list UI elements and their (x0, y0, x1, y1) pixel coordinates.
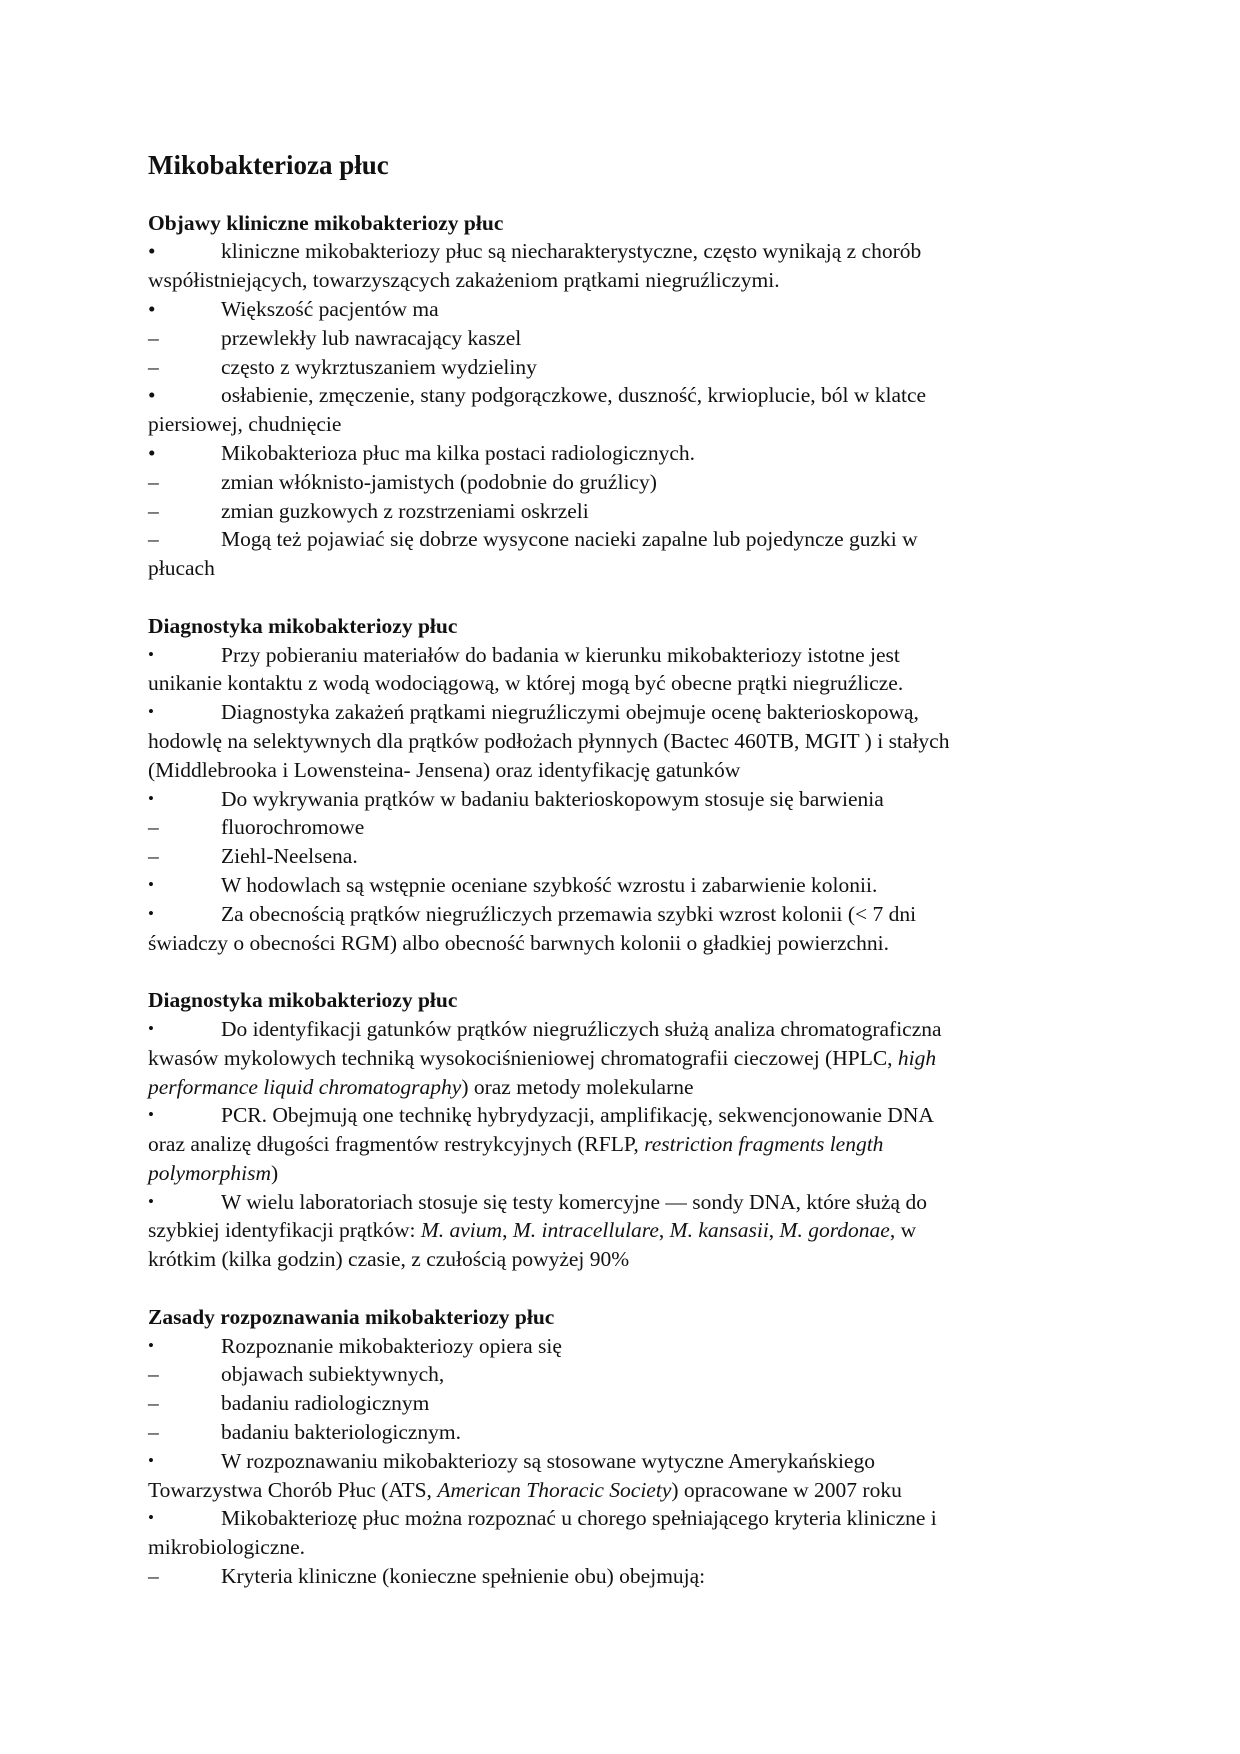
dash-item (148, 468, 1108, 497)
bullet-item (148, 295, 1108, 324)
line-text (221, 813, 364, 842)
dash-item (148, 497, 1108, 526)
bullet-item (148, 381, 1108, 410)
section-heading: Diagnostyka mikobakteriozy płuc (148, 988, 458, 1013)
italic-text: restriction fragments length (644, 1132, 884, 1157)
continuation-line (148, 929, 1108, 958)
dash-marker: – (148, 815, 159, 840)
dash-marker: – (148, 498, 159, 523)
line-text (221, 468, 657, 497)
bullet-marker: • (148, 1508, 154, 1528)
bullet-item (148, 1447, 1108, 1476)
line-text (221, 1360, 444, 1389)
dash-item (148, 1360, 1108, 1389)
dash-marker: – (148, 325, 159, 350)
italic-text: high (897, 1045, 937, 1070)
line-text (148, 758, 740, 782)
italic-text: performance liquid chromatography (148, 1074, 462, 1099)
text-run: Mikobakteriozę płuc można rozpoznać u chorego spełniającego kryteria kliniczne i (221, 1506, 937, 1531)
text-run: Mogą też pojawiać się dobrze wysycone nacieki zapalne lub pojedyncze guzki w (221, 527, 918, 552)
line-text (148, 671, 903, 695)
sections (148, 209, 1108, 1591)
bullet-item (148, 641, 1108, 670)
text-run: Ziehl-Neelsena. (221, 844, 358, 869)
bullet-item (148, 900, 1108, 929)
line-text (221, 1332, 562, 1361)
dash-item (148, 842, 1108, 871)
section-heading: Zasady rozpoznawania mikobakteriozy płuc (148, 1304, 555, 1329)
bullet-item (148, 1332, 1108, 1361)
text-run: fluorochromowe (221, 815, 365, 840)
continuation-line (148, 1073, 1108, 1102)
bullet-marker: • (148, 788, 154, 808)
continuation-line (148, 1533, 1108, 1562)
text-run: Do wykrywania prątków w badaniu bakterioskopowym stosuje się barwienia (221, 786, 884, 811)
line-text (221, 641, 900, 670)
continuation-line (148, 727, 1108, 756)
text-run: kliniczne mikobakteriozy płuc są niecharakterystyczne, często wynikają z chorób (221, 239, 922, 264)
bullet-marker: • (148, 296, 156, 321)
text-run: PCR. Obejmują one technikę hybrydyzacji, amplifikację, sekwencjonowanie DNA (221, 1103, 934, 1128)
continuation-line (148, 1130, 1108, 1159)
dash-marker: – (148, 844, 159, 869)
text-run: przewlekły lub nawracający kaszel (221, 325, 522, 350)
dash-item (148, 1418, 1108, 1447)
line-text (221, 900, 916, 929)
line-text (221, 1504, 937, 1533)
bullet-marker: • (148, 1335, 154, 1355)
section (148, 209, 1108, 612)
line-text (221, 1389, 429, 1418)
text-run: krótkim (kilka godzin) czasie, z czułością powyżej 90% (148, 1247, 630, 1272)
text-run: W rozpoznawaniu mikobakteriozy są stosowane wytyczne Amerykańskiego (221, 1448, 875, 1473)
continuation-line (148, 554, 1108, 583)
dash-marker: – (148, 469, 159, 494)
line-text (148, 268, 780, 292)
bullet-marker: • (148, 239, 156, 264)
section (148, 612, 1108, 986)
blank-line (148, 957, 1108, 986)
line-text (148, 412, 341, 436)
line-text (221, 324, 521, 353)
line-text (221, 295, 439, 324)
dash-item (148, 813, 1108, 842)
line-text (148, 729, 949, 753)
bullet-item (148, 1188, 1108, 1217)
section (148, 1303, 1108, 1591)
line-text (148, 1478, 902, 1502)
continuation-line (148, 410, 1108, 439)
line-text (148, 1075, 694, 1099)
text-run: Kryteria kliniczne (konieczne spełnienie obu) obejmują: (221, 1564, 706, 1589)
text-run: Towarzystwa Chorób Płuc (ATS, (148, 1477, 438, 1502)
line-text (148, 1132, 883, 1156)
text-run: osłabienie, zmęczenie, stany podgorączkowe, duszność, krwioplucie, ból w klatce (221, 383, 927, 408)
continuation-line (148, 1044, 1108, 1073)
line-text (221, 497, 589, 526)
text-run: współistniejących, towarzyszących zakażeniom prątkami niegruźliczymi. (148, 268, 780, 293)
bullet-item (148, 237, 1108, 266)
continuation-line (148, 266, 1108, 295)
bullet-marker: • (148, 1105, 154, 1125)
text-run: ) oraz metody molekularne (461, 1074, 694, 1099)
text-run: płucach (148, 556, 215, 581)
text-run: świadczy o obecności RGM) albo obecność barwnych kolonii o gładkiej powierzchni. (148, 930, 889, 955)
italic-text: M. gordonae (779, 1218, 890, 1243)
line-text (148, 1161, 278, 1185)
dash-marker: – (148, 1362, 159, 1387)
blank-line (148, 180, 1108, 209)
text-run: Większość pacjentów ma (221, 296, 439, 321)
text-run: Rozpoznanie mikobakteriozy opiera się (221, 1333, 562, 1358)
bullet-item (148, 1504, 1108, 1533)
text-run: Za obecnością prątków niegruźliczych przemawia szybki wzrost kolonii (< 7 dni (221, 901, 917, 926)
line-text (148, 556, 215, 580)
section-heading: Objawy kliniczne mikobakteriozy płuc (148, 210, 504, 235)
dash-marker: – (148, 1391, 159, 1416)
text-run: kwasów mykolowych techniką wysokociśnieniowej chromatografii cieczowej (HPLC, (148, 1045, 898, 1070)
text-run: hodowlę na selektywnych dla prątków podłożach płynnych (Bactec 460TB, MGIT ) i stałych (148, 728, 950, 753)
continuation-line (148, 1216, 1108, 1245)
line-text (148, 931, 889, 955)
line-text (221, 439, 695, 468)
line-text (221, 698, 919, 727)
text-run: piersiowej, chudnięcie (148, 412, 342, 437)
dash-marker: – (148, 527, 159, 552)
text-run: Do identyfikacji gatunków prątków niegruźliczych służą analiza chromatograficzna (221, 1016, 942, 1041)
continuation-line (148, 1245, 1108, 1274)
bullet-marker: • (148, 903, 154, 923)
document-page (148, 151, 1108, 1591)
text-run: unikanie kontaktu z wodą wodociągową, w której mogą być obecne prątki niegruźlicze. (148, 671, 904, 696)
dash-item (148, 525, 1108, 554)
italic-text: American Thoracic Society (437, 1477, 672, 1502)
text-run: (Middlebrooka i Lowensteina- Jensena) oraz identyfikację gatunków (148, 757, 741, 782)
text-run: badaniu radiologicznym (221, 1391, 430, 1416)
line-text (148, 1535, 305, 1559)
dash-item (148, 1562, 1108, 1591)
line-text (148, 1247, 629, 1271)
text-run: , (768, 1218, 780, 1243)
bullet-item (148, 785, 1108, 814)
dash-item (148, 353, 1108, 382)
bullet-item (148, 1015, 1108, 1044)
text-run: , (502, 1218, 513, 1243)
bullet-marker: • (148, 644, 154, 664)
text-run: oraz analizę długości fragmentów restrykcyjnych (RFLP, (148, 1132, 645, 1157)
text-run: Diagnostyka zakażeń prątkami niegruźliczymi obejmuje ocenę bakterioskopową, (221, 700, 919, 725)
dash-item (148, 1389, 1108, 1418)
continuation-line (148, 669, 1108, 698)
text-run: zmian włóknisto-jamistych (podobnie do gruźlicy) (221, 469, 657, 494)
document-title: Mikobakterioza płuc (148, 150, 389, 180)
blank-line (148, 583, 1108, 612)
bullet-item (148, 698, 1108, 727)
line-text (221, 353, 537, 382)
text-run: mikrobiologiczne. (148, 1535, 306, 1560)
text-run: W hodowlach są wstępnie oceniane szybkość wzrostu i zabarwienie kolonii. (221, 872, 878, 897)
dash-marker: – (148, 1564, 159, 1589)
text-run: objawach subiektywnych, (221, 1362, 445, 1387)
italic-text: M. intracellulare (512, 1218, 659, 1243)
line-text (221, 381, 926, 410)
italic-text: M. kansasii (669, 1218, 769, 1243)
blank-line (148, 1274, 1108, 1303)
line-text (221, 842, 358, 871)
bullet-marker: • (148, 1018, 154, 1038)
text-run: ) (271, 1160, 279, 1185)
bullet-item (148, 439, 1108, 468)
bullet-marker: • (148, 1450, 154, 1470)
text-run: zmian guzkowych z rozstrzeniami oskrzeli (221, 498, 589, 523)
bullet-item (148, 1101, 1108, 1130)
text-run: , w (889, 1218, 917, 1243)
line-text (221, 1188, 927, 1217)
bullet-marker: • (148, 702, 154, 722)
line-text (221, 1015, 942, 1044)
line-text (221, 237, 921, 266)
text-run: szybkiej identyfikacji prątków: (148, 1218, 421, 1243)
continuation-line (148, 756, 1108, 785)
section-heading: Diagnostyka mikobakteriozy płuc (148, 613, 458, 638)
line-text (148, 1218, 916, 1242)
italic-text: polymorphism (148, 1160, 272, 1185)
dash-marker: – (148, 1420, 159, 1445)
text-run: Przy pobieraniu materiałów do badania w kierunku mikobakteriozy istotne jest (221, 642, 900, 667)
text-run: , (658, 1218, 670, 1243)
text-run: często z wykrztuszaniem wydzieliny (221, 354, 537, 379)
line-text (221, 1447, 875, 1476)
text-run: badaniu bakteriologicznym. (221, 1420, 462, 1445)
text-run: ) opracowane w 2007 roku (671, 1477, 902, 1502)
bullet-marker: • (148, 874, 154, 894)
bullet-marker: • (148, 440, 156, 465)
line-text (148, 1046, 936, 1070)
dash-marker: – (148, 354, 159, 379)
continuation-line (148, 1159, 1108, 1188)
line-text (221, 785, 884, 814)
text-run: Mikobakterioza płuc ma kilka postaci radiologicznych. (221, 440, 696, 465)
bullet-marker: • (148, 383, 156, 408)
line-text (221, 525, 918, 554)
text-run: W wielu laboratoriach stosuje się testy komercyjne — sondy DNA, które służą do (221, 1189, 927, 1214)
line-text (221, 1101, 934, 1130)
bullet-marker: • (148, 1191, 154, 1211)
line-text (221, 1418, 461, 1447)
bullet-item (148, 871, 1108, 900)
section (148, 986, 1108, 1303)
italic-text: M. avium (420, 1218, 503, 1243)
line-text (221, 871, 877, 900)
dash-item (148, 324, 1108, 353)
line-text (221, 1562, 705, 1591)
continuation-line (148, 1476, 1108, 1505)
